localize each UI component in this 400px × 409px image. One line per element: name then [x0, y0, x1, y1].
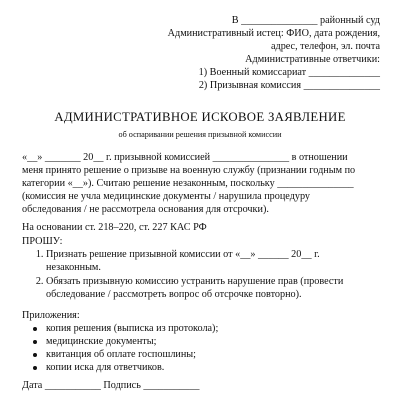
- defendant-1: 1) Военный комиссариат ______________: [198, 67, 380, 78]
- claim-line: «__» _______ 20__ г. призывной комиссией _______________ в отношении: [22, 152, 348, 163]
- defendant-2: 2) Призывная комиссия _______________: [198, 80, 380, 91]
- plaintiff-line: Административный истец: ФИО, дата рождения,: [167, 28, 380, 39]
- request-line: незаконным.: [46, 262, 101, 273]
- defendants-heading: Административные ответчики:: [245, 54, 380, 65]
- court-header-block: [120, 14, 380, 92]
- attachment-item: медицинские документы;: [46, 335, 218, 348]
- attachment-item: квитанция об оплате госпошлины;: [46, 348, 218, 361]
- attachments-list: [22, 322, 218, 374]
- claim-line: категории «__»). Считаю решение незаконным, поскольку _______________: [22, 178, 354, 189]
- claim-line: обследования / не рассмотрела основания для отсрочки).: [22, 204, 269, 215]
- attachment-item: копия решения (выписка из протокола);: [46, 323, 219, 334]
- legal-basis: На основании ст. 218–220, ст. 227 КАС РФ: [22, 222, 207, 233]
- claim-paragraph: [22, 151, 380, 216]
- request-line: 2. Обязать призывную комиссию устранить нарушение прав (провести: [46, 276, 344, 287]
- request-heading: ПРОШУ:: [22, 236, 63, 247]
- attachments-heading: Приложения:: [22, 310, 80, 321]
- court-line: В _______________ районный суд: [231, 15, 380, 26]
- claim-line: меня принято решение о призыве на военную службу (признании годным по: [22, 165, 356, 176]
- attachment-item: копии иска для ответчиков.: [46, 361, 218, 374]
- date-signature-line: Дата ___________ Подпись ___________: [22, 380, 200, 391]
- document-title: АДМИНИСТРАТИВНОЕ ИСКОВОЕ ЗАЯВЛЕНИЕ: [54, 110, 346, 124]
- plaintiff-contacts-line: адрес, телефон, эл. почта: [270, 41, 380, 52]
- request-list: [22, 248, 388, 302]
- request-item: [46, 248, 388, 274]
- request-item: [46, 275, 388, 301]
- request-line: 1. Признать решение призывной комиссии от «__» ______ 20__ г.: [46, 249, 320, 260]
- claim-line: (комиссия не учла медицинские документы / нарушила процедуру: [22, 191, 311, 202]
- document-subtitle: об оспаривании решения призывной комиссии: [118, 130, 282, 139]
- request-line: обследование / рассмотреть вопрос об отсрочке повторно).: [46, 289, 302, 300]
